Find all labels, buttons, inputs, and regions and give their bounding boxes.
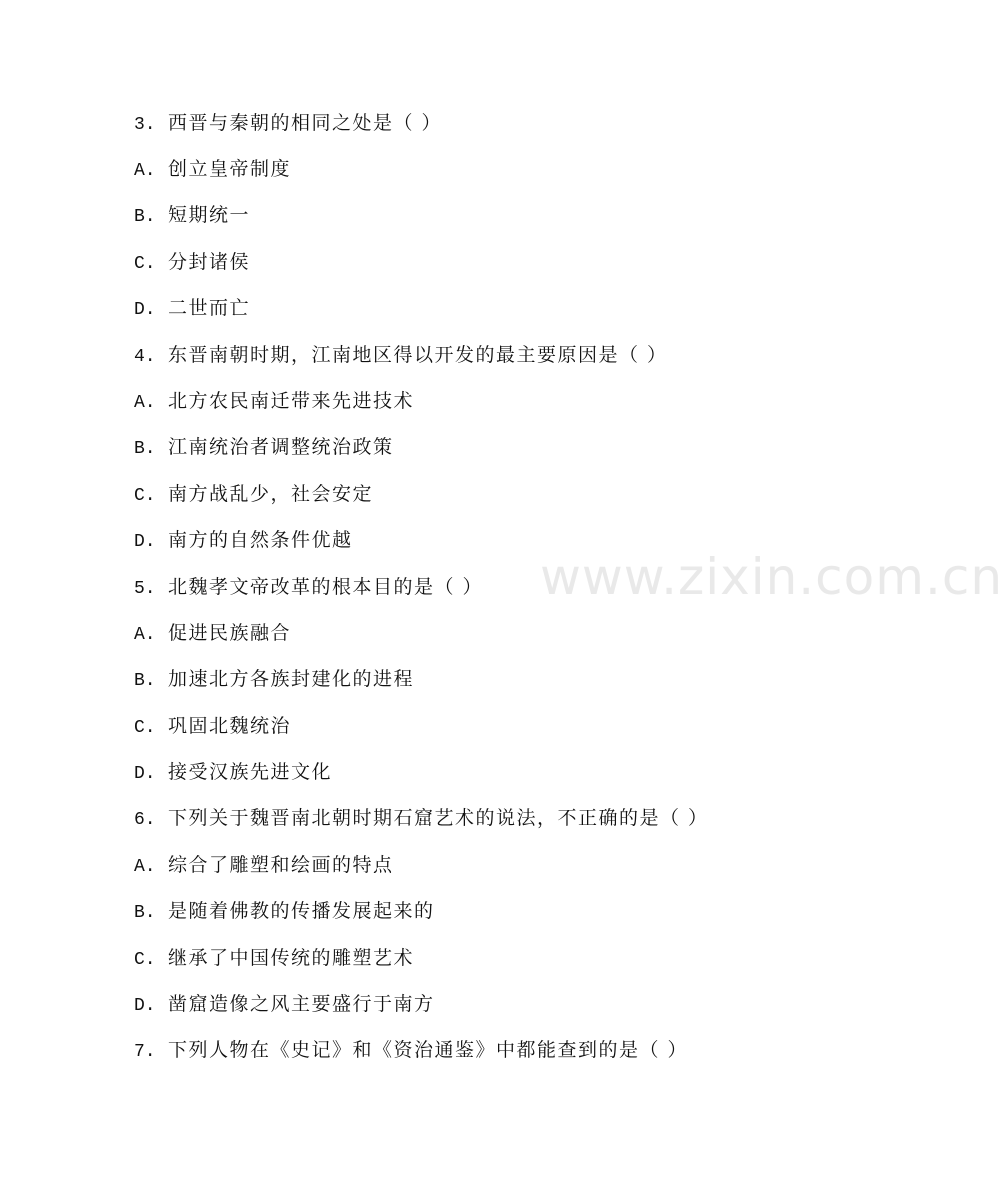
option-letter: C. xyxy=(134,950,156,970)
option-text: 接受汉族先进文化 xyxy=(168,761,333,783)
option-letter: D. xyxy=(134,532,156,552)
option-letter: B. xyxy=(134,903,156,923)
option-letter: D. xyxy=(134,996,156,1016)
question-number: 3. xyxy=(134,115,156,135)
option-text: 加速北方各族封建化的进程 xyxy=(168,668,415,690)
option-text: 二世而亡 xyxy=(168,297,251,319)
question-text: 东晋南朝时期，江南地区得以开发的最主要原因是（ ） xyxy=(168,344,668,366)
option-text: 创立皇帝制度 xyxy=(168,158,292,180)
option-a xyxy=(134,154,291,184)
option-d xyxy=(134,989,435,1019)
option-d xyxy=(134,293,250,323)
question-5 xyxy=(134,572,483,602)
option-letter: C. xyxy=(134,254,156,274)
option-b xyxy=(134,664,414,694)
question-3 xyxy=(134,108,442,138)
option-text: 是随着佛教的传播发展起来的 xyxy=(168,900,435,922)
question-number: 6. xyxy=(134,810,156,830)
option-a xyxy=(134,618,291,648)
option-letter: D. xyxy=(134,764,156,784)
option-a xyxy=(134,386,414,416)
question-6 xyxy=(134,803,709,833)
option-b xyxy=(134,896,435,926)
option-c xyxy=(134,479,373,509)
option-letter: A. xyxy=(134,161,156,181)
option-letter: A. xyxy=(134,625,156,645)
question-4 xyxy=(134,340,668,370)
option-text: 凿窟造像之风主要盛行于南方 xyxy=(168,993,435,1015)
option-letter: B. xyxy=(134,671,156,691)
option-b xyxy=(134,432,394,462)
option-text: 北方农民南迁带来先进技术 xyxy=(168,390,415,412)
option-letter: D. xyxy=(134,300,156,320)
option-text: 巩固北魏统治 xyxy=(168,715,292,737)
option-letter: A. xyxy=(134,857,156,877)
option-letter: C. xyxy=(134,486,156,506)
option-d xyxy=(134,525,353,555)
option-c xyxy=(134,711,291,741)
option-text: 短期统一 xyxy=(168,204,251,226)
option-text: 综合了雕塑和绘画的特点 xyxy=(168,854,394,876)
option-text: 南方战乱少，社会安定 xyxy=(168,483,374,505)
option-c xyxy=(134,247,250,277)
question-text: 下列关于魏晋南北朝时期石窟艺术的说法，不正确的是（ ） xyxy=(168,807,709,829)
watermark: www.zixin.com.cn xyxy=(540,548,1003,606)
option-c xyxy=(134,943,414,973)
option-text: 促进民族融合 xyxy=(168,622,292,644)
question-number: 5. xyxy=(134,579,156,599)
question-text: 西晋与秦朝的相同之处是（ ） xyxy=(168,112,443,134)
option-text: 分封诸侯 xyxy=(168,251,251,273)
option-b xyxy=(134,200,250,230)
question-number: 7. xyxy=(134,1042,156,1062)
option-letter: C. xyxy=(134,718,156,738)
option-letter: B. xyxy=(134,439,156,459)
question-7 xyxy=(134,1035,688,1065)
question-text: 北魏孝文帝改革的根本目的是（ ） xyxy=(168,576,484,598)
option-d xyxy=(134,757,332,787)
option-letter: A. xyxy=(134,393,156,413)
question-number: 4. xyxy=(134,347,156,367)
option-text: 江南统治者调整统治政策 xyxy=(168,436,394,458)
option-text: 继承了中国传统的雕塑艺术 xyxy=(168,947,415,969)
option-text: 南方的自然条件优越 xyxy=(168,529,353,551)
option-letter: B. xyxy=(134,207,156,227)
option-a xyxy=(134,850,394,880)
question-text: 下列人物在《史记》和《资治通鉴》中都能查到的是（ ） xyxy=(168,1039,689,1061)
